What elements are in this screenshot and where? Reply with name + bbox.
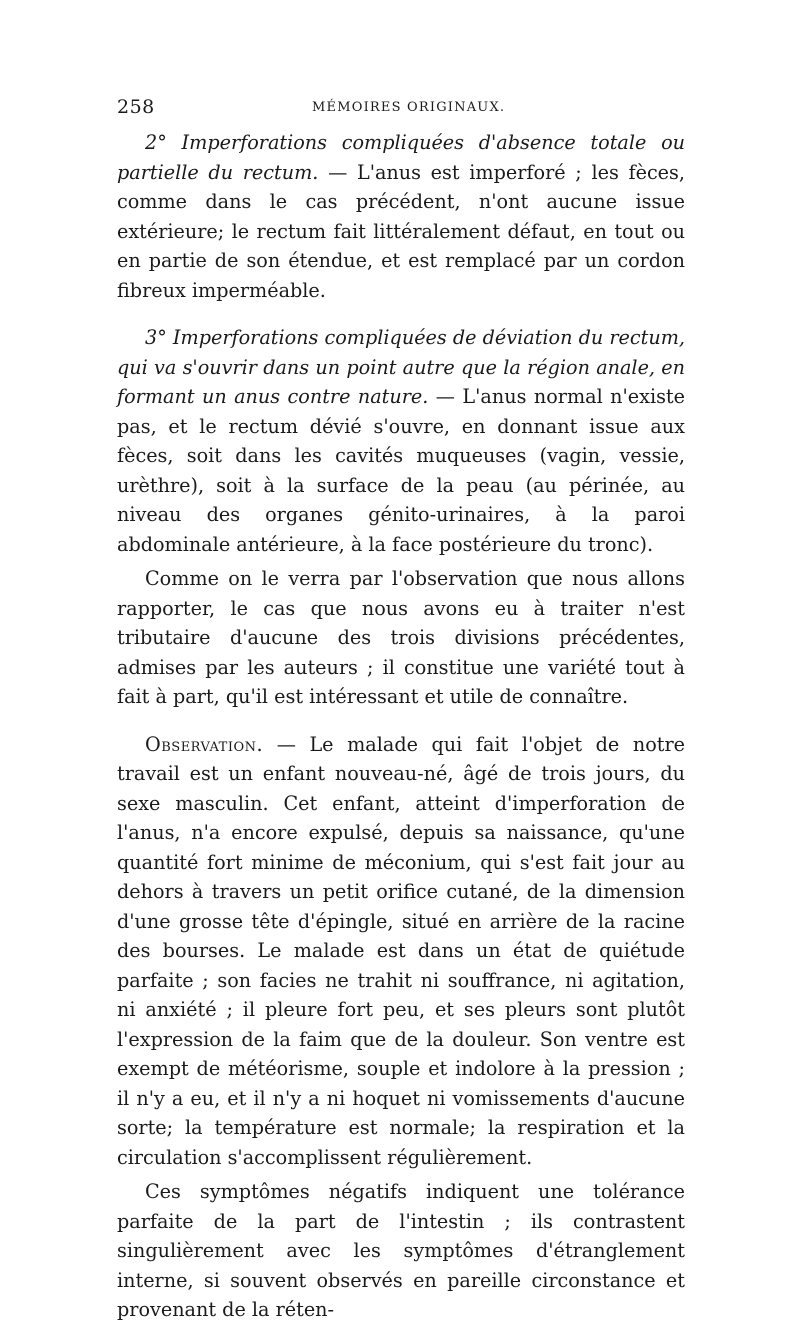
paragraph-body: Ces symptômes négatifs indiquent une tolérance parfaite de la part de l'intestin ; ils contrastent singulièrement avec les symptômes d'étranglement interne, si souvent observés en pareille circonstance et provenant de la réten- [117, 1180, 685, 1321]
section-heading-3: 3° Imperforations compliquées de déviation du rectum, qui va s'ouvrir dans un point autre que la région anale, en formant un anus contre nature. [117, 326, 685, 408]
running-head: MÉMOIRES ORIGINAUX. [312, 100, 506, 115]
paragraph-body: Comme on le verra par l'observation que nous allons rapporter, le cas que nous avons eu à traiter n'est tributaire d'aucune des trois divisions précédentes, admises par les auteurs ; il constitue une variété tout à fait à part, qu'il est intéressant et utile de connaître. [117, 567, 685, 708]
paragraph-imperforation-absence-rectum [117, 128, 685, 305]
page-number: 258 [117, 96, 155, 118]
paragraph-negative-symptoms [117, 1177, 685, 1325]
section-heading-2: 2° Imperforations compliquées d'absence totale ou partielle du rectum. [117, 131, 685, 184]
paragraph-body: — Le malade qui fait l'objet de notre travail est un enfant nouveau-né, âgé de trois jours, du sexe masculin. Cet enfant, atteint d'imperforation de l'anus, n'a encore expulsé, depuis sa naissance, qu'une quantité fort minime de méconium, qui s'est fait jour au dehors à travers un petit orifice cutané, de la dimension d'une grosse tête d'épingle, situé en arrière de la racine des bourses. Le malade est dans un état de quiétude parfaite ; son facies ne trahit ni souffrance, ni agitation, ni anxiété ; il pleure fort peu, et ses pleurs sont plutôt l'expression de la faim que de la douleur. Son ventre est exempt de météorisme, souple et indolore à la pression ; il n'y a eu, et il n'y a ni hoquet ni vomissements d'aucune sorte; la température est normale; la respiration et la circulation s'accomplissent régulièrement. [117, 732, 685, 1169]
observation-heading: Observation. [145, 732, 264, 756]
paragraph-body: — L'anus normal n'existe pas, et le rectum dévié s'ouvre, en donnant issue aux fèces, soit dans les cavités muqueuses (vagin, vessie, urèthre), soit à la surface de la peau (au périnée, au niveau des organes génito-urinaires, à la paroi abdominale antérieure, à la face postérieure du tronc). [117, 385, 685, 556]
paragraph-body: — L'anus est imperforé ; les fèces, comme dans le cas précédent, n'ont aucune issue extérieure; le rectum fait littéralement défaut, en tout ou en partie de son étendue, et est remplacé par un cordon fibreux imperméable. [117, 160, 685, 302]
page-header [117, 96, 685, 126]
paragraph-imperforation-deviation-rectum [117, 323, 685, 559]
paragraph-case-variety [117, 564, 685, 712]
body-text [117, 128, 685, 1325]
paragraph-observation [117, 730, 685, 1173]
